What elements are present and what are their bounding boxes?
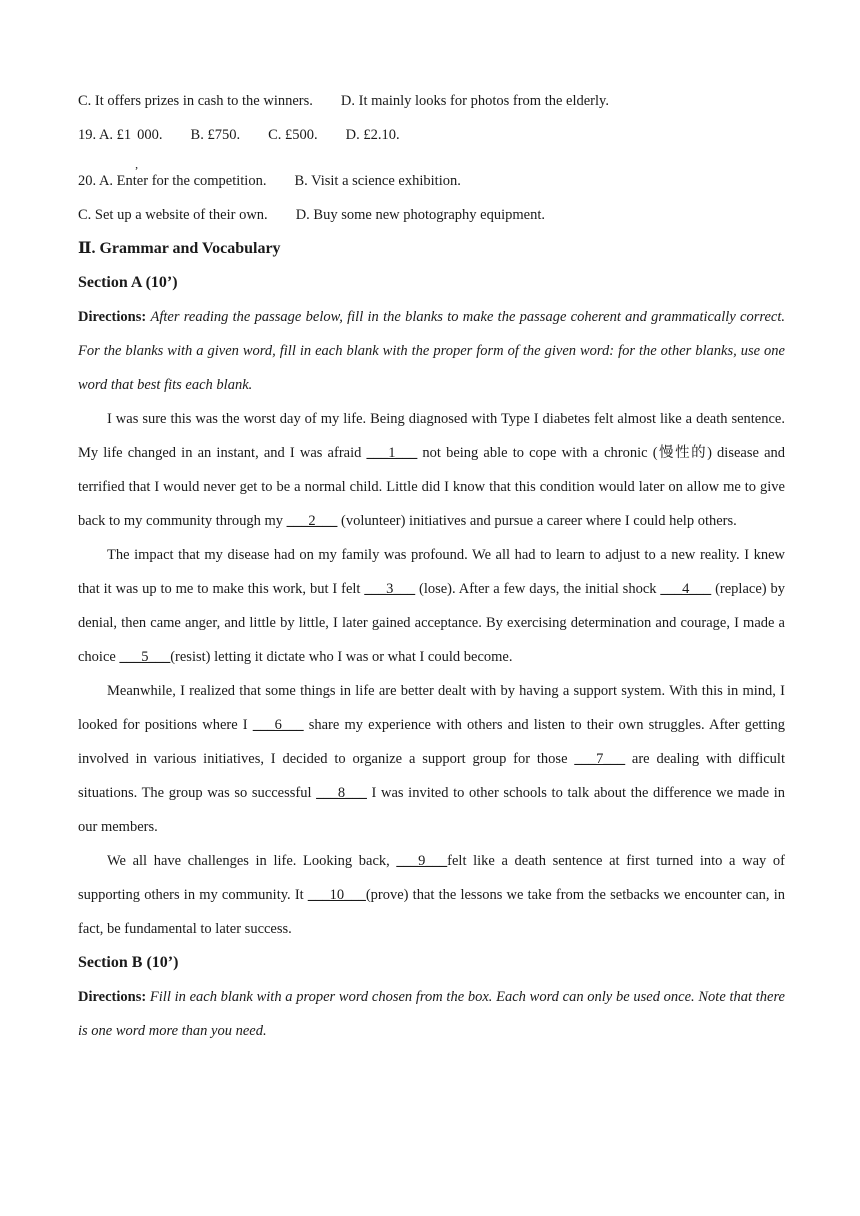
option-d: D. It mainly looks for photos from the elderly. [340, 93, 609, 109]
directions-text: After reading the passage below, fill in the blanks to make the passage coherent and grammatically correct. For the blanks with a given word, fill in each blank with the proper form of the given word: for the other blanks, use one word that best fits each blank. [78, 309, 785, 393]
section-a-title: Section A (10’) [78, 274, 178, 291]
option-c: C. £500. [268, 127, 318, 143]
blank-7[interactable]: ___7___ [574, 751, 626, 767]
passage-paragraph-1: I was sure this was the worst day of my life. Being diagnosed with Type I diabetes felt almost like a death sentence. My life changed in an instant, and I was afraid ___1___ not being able to cope with a chronic (慢性的) disease and terrified that I would never get to be a normal child. Little did I know that this condition would later on allow me to give back to my community through my ___2___ (volunteer) initiatives and pursue a career where I could help others. [78, 411, 786, 529]
section-b-directions [78, 980, 785, 1048]
option-c: C. It offers prizes in cash to the winners. [78, 93, 313, 109]
option-b: B. Visit a science exhibition. [294, 173, 461, 189]
option-d: D. Buy some new photography equipment. [295, 207, 545, 223]
q19-options [78, 118, 785, 171]
blank-9[interactable]: ___9___ [396, 853, 448, 869]
q18-options-cd [78, 84, 785, 118]
directions-label: Directions: [78, 989, 147, 1005]
blank-8[interactable]: ___8___ [316, 785, 367, 801]
option-a: 20. A. Enter for the competition. [78, 173, 267, 189]
passage-paragraph-4: We all have challenges in life. Looking back, ___9___felt like a death sentence at first turned into a way of supporting others in my community. It ___10___(prove) that the lessons we take from the setbacks we encounter can, in fact, be fundamental to later success. [78, 853, 785, 937]
option-b: B. £750. [190, 127, 241, 143]
blank-10[interactable]: ___10___ [307, 887, 366, 903]
passage-paragraph-2: The impact that my disease had on my family was profound. We all had to learn to adjust to a new reality. I knew that it was up to me to make this work, but I felt ___3___ (lose). After a few days, the initial shock ___4___ (replace) by denial, then came anger, and little by little, I later gained acceptance. By exercising determination and courage, I made a choice ___5___(resist) letting it dictate who I was or what I could become. [78, 547, 785, 665]
blank-5[interactable]: ___5___ [119, 649, 171, 665]
section-b-title: Section B (10’) [78, 954, 179, 971]
blank-1[interactable]: ___1___ [366, 445, 418, 461]
section-a-directions [78, 300, 785, 402]
part-heading: Ⅱ. Grammar and Vocabulary [78, 240, 281, 257]
option-a: 19. A. £1 , 000. [78, 127, 163, 171]
passage-paragraph-3: Meanwhile, I realized that some things in life are better dealt with by having a support system. With this in mind, I looked for positions where I ___6___ share my experience with others and listen to their own struggles. After getting involved in various initiatives, I decided to organize a support group for those ___7___ are dealing with difficult situations. The group was so successful ___8___ I was invited to other schools to talk about the difference we made in our members. [78, 683, 786, 835]
option-d: D. £2.10. [345, 127, 400, 143]
blank-6[interactable]: ___6___ [252, 717, 304, 733]
blank-2[interactable]: ___2___ [286, 513, 338, 529]
blank-4[interactable]: ___4___ [660, 581, 712, 597]
q20-options-cd [78, 198, 785, 232]
directions-text: Fill in each blank with a proper word chosen from the box. Each word can only be used once. Note that there is one word more than you need. [78, 989, 785, 1039]
option-c: C. Set up a website of their own. [78, 207, 268, 223]
exam-page [78, 84, 785, 1048]
directions-label: Directions: [78, 309, 147, 325]
blank-3[interactable]: ___3___ [364, 581, 416, 597]
q20-options-ab [78, 164, 785, 198]
